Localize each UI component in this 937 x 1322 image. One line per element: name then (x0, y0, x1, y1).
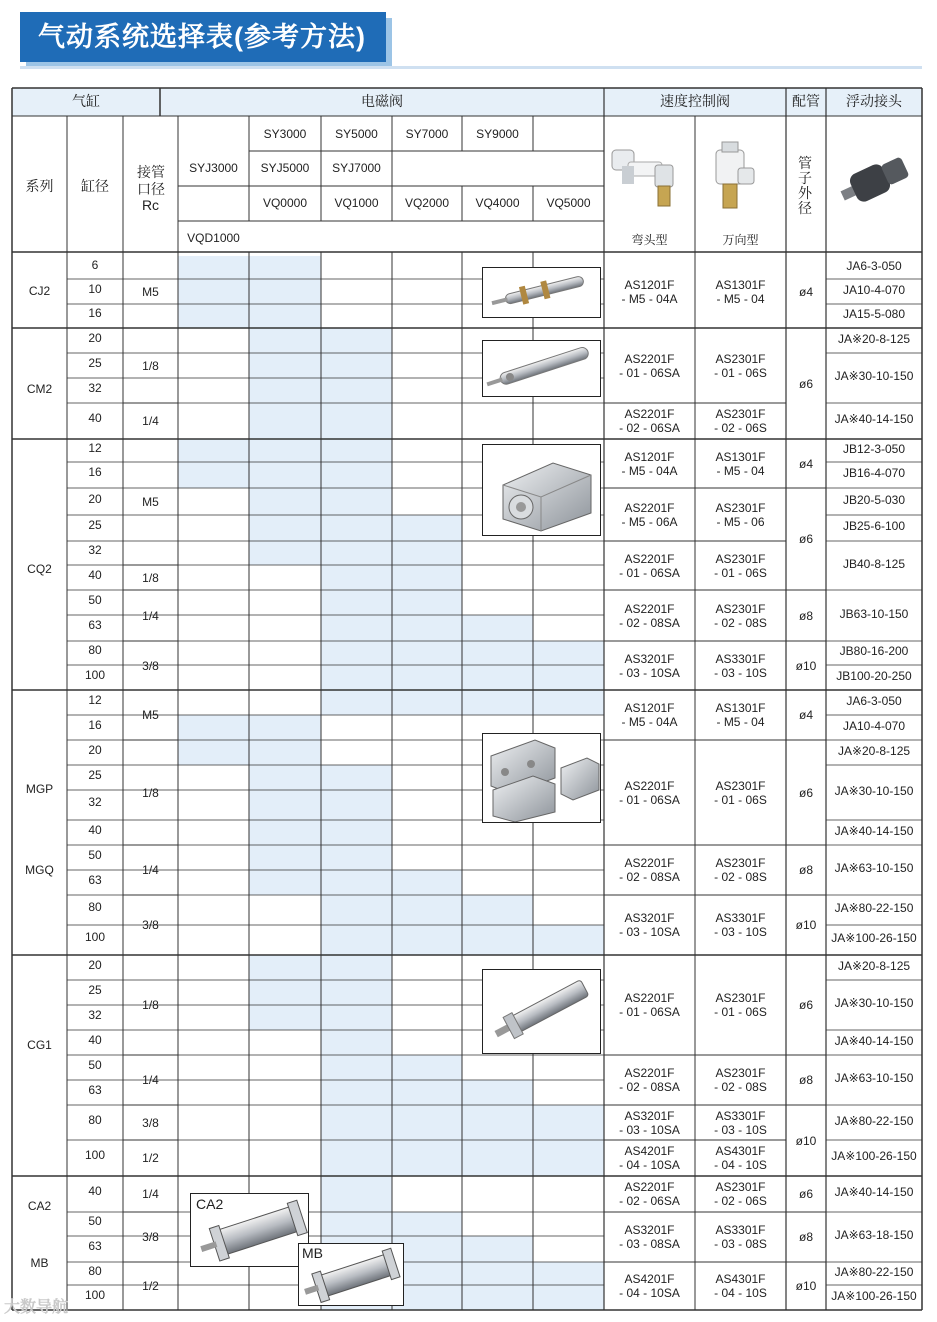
speed-elbow-code: - 02 - 06SA (619, 421, 680, 435)
joint-model: JA※63-18-150 (834, 1228, 914, 1242)
tube-od: ø6 (798, 998, 813, 1012)
tube-od: ø6 (798, 532, 813, 546)
valve-SYJ5000: SYJ5000 (260, 161, 310, 175)
bore-12: 12 (88, 692, 102, 707)
bore-32: 32 (88, 380, 102, 395)
port-size: 1/4 (142, 414, 159, 428)
speed-universal-model: AS2301F (715, 500, 766, 515)
bore-40: 40 (88, 1184, 102, 1198)
cj2-cylinder-image (482, 267, 601, 318)
joint-model: JA※40-14-150 (834, 412, 914, 426)
joint-model: JB100-20-250 (836, 668, 912, 683)
header-elbow: 弯头型 (631, 233, 668, 247)
speed-universal-model: AS1301F (715, 701, 766, 715)
cm2-cylinder-image (482, 340, 601, 397)
cq2-cylinder-image (482, 444, 601, 536)
speed-elbow-model: AS1201F (624, 278, 675, 292)
speed-elbow-model: AS2201F (624, 1180, 675, 1194)
speed-universal-model: AS2301F (715, 351, 766, 366)
speed-elbow-code: - M5 - 06A (621, 514, 678, 529)
valve-VQD1000: VQD1000 (187, 231, 240, 245)
joint-model: JA※80-22-150 (834, 1264, 914, 1279)
speed-universal-model: AS3301F (715, 1108, 766, 1123)
joint-model: JA※63-10-150 (834, 1071, 914, 1085)
speed-elbow-code: - 02 - 06SA (619, 1194, 680, 1208)
speed-universal-code: - 02 - 06S (714, 1194, 767, 1208)
joint-model: JA※80-22-150 (834, 901, 914, 915)
speed-universal-model: AS2301F (715, 1066, 766, 1080)
speed-elbow-model: AS4201F (624, 1144, 675, 1158)
header-series: 系列 (25, 178, 54, 194)
bore-20: 20 (88, 491, 102, 506)
bore-10: 10 (88, 281, 102, 296)
header-bore: 缸径 (81, 178, 109, 194)
series-MGQ: MGQ (25, 863, 54, 877)
joint-model: JB63-10-150 (839, 606, 909, 621)
speed-elbow-model: AS3201F (624, 1108, 675, 1123)
bore-40: 40 (88, 1032, 102, 1047)
speed-universal-code: - 04 - 10S (714, 1286, 767, 1300)
bore-100: 100 (84, 1287, 106, 1302)
valve-VQ0000: VQ0000 (262, 196, 308, 210)
bore-25: 25 (88, 518, 102, 532)
bore-32: 32 (88, 795, 102, 809)
joint-model: JA※40-14-150 (834, 1033, 914, 1048)
bore-63: 63 (88, 1082, 102, 1097)
speed-universal-code: - 03 - 10S (714, 925, 767, 939)
bore-40: 40 (88, 567, 102, 582)
tube-od: ø6 (798, 376, 813, 391)
joint-model: JA※30-10-150 (834, 783, 914, 798)
header-tube-od: 管子外径 (798, 155, 812, 216)
speed-universal-model: AS2301F (715, 407, 766, 421)
speed-elbow-model: AS2201F (624, 407, 675, 421)
header-universal: 万向型 (722, 233, 759, 247)
speed-elbow-model: AS1201F (624, 449, 675, 464)
bore-50: 50 (88, 592, 102, 607)
tube-od: ø4 (798, 285, 813, 299)
joint-model: JA※63-10-150 (834, 861, 914, 875)
speed-universal-model: AS1301F (715, 449, 766, 464)
speed-elbow-code: - 01 - 06SA (619, 792, 680, 807)
speed-elbow-model: AS2201F (624, 1066, 675, 1080)
speed-universal-code: - 03 - 10S (714, 1122, 767, 1137)
speed-elbow-code: - 03 - 10SA (619, 1122, 680, 1137)
port-size: 1/2 (142, 1279, 159, 1293)
series-CJ2: CJ2 (28, 284, 51, 298)
joint-model: JA6-3-050 (846, 693, 902, 708)
tube-od: ø8 (798, 1073, 813, 1087)
bore-63: 63 (88, 618, 102, 632)
joint-model: JB25-6-100 (842, 519, 906, 533)
port-size: 1/8 (142, 358, 159, 373)
ca2-image-label: CA2 (196, 1196, 224, 1212)
port-size: 1/2 (142, 1151, 159, 1165)
joint-model: JA※40-14-150 (834, 1185, 914, 1199)
bore-80: 80 (88, 900, 102, 914)
tube-od: ø10 (795, 1133, 817, 1148)
bore-80: 80 (88, 1112, 102, 1127)
speed-universal-code: - 01 - 06S (714, 792, 767, 807)
tube-od: ø10 (795, 918, 817, 932)
speed-universal-model: AS2301F (715, 551, 766, 566)
valve-SY3000: SY3000 (263, 127, 307, 141)
joint-model: JA※80-22-150 (834, 1113, 914, 1128)
series-CQ2: CQ2 (27, 562, 52, 576)
speed-universal-model: AS3301F (715, 911, 766, 925)
speed-elbow-code: - 01 - 06SA (619, 365, 680, 380)
valve-SYJ3000: SYJ3000 (189, 161, 238, 175)
joint-model: JA※100-26-150 (831, 1288, 917, 1303)
joint-model: JB80-16-200 (839, 644, 909, 658)
speed-universal-model: AS2301F (715, 601, 766, 616)
tube-od: ø4 (798, 456, 813, 471)
tube-od: ø4 (798, 708, 813, 722)
bore-16: 16 (88, 306, 102, 320)
speed-elbow-code: - 02 - 08SA (619, 870, 680, 884)
valve-VQ2000: VQ2000 (404, 196, 450, 210)
port-size: 1/4 (142, 863, 159, 877)
bore-20: 20 (88, 742, 102, 757)
speed-elbow-code: - 01 - 06SA (619, 565, 680, 580)
speed-universal-code: - 01 - 06S (714, 565, 767, 580)
bore-20: 20 (88, 330, 102, 345)
joint-model: JA10-4-070 (842, 282, 906, 297)
bore-12: 12 (88, 440, 102, 455)
speed-elbow-model: AS4201F (624, 1272, 675, 1286)
speed-universal-code: - 04 - 10S (714, 1158, 767, 1172)
bore-25: 25 (88, 355, 102, 370)
bore-50: 50 (88, 1057, 102, 1072)
bore-25: 25 (88, 982, 102, 997)
joint-model: JA10-4-070 (842, 718, 906, 733)
port-size: 1/4 (142, 1073, 159, 1087)
bore-50: 50 (88, 847, 102, 862)
speed-universal-model: AS4301F (715, 1272, 766, 1286)
speed-elbow-code: - 03 - 10SA (619, 665, 680, 680)
valve-VQ5000: VQ5000 (546, 196, 591, 210)
speed-universal-code: - 02 - 08S (714, 1080, 767, 1094)
speed-universal-code: - 02 - 06S (714, 421, 767, 435)
speed-elbow-code: - 02 - 08SA (619, 615, 680, 630)
joint-model: JA※100-26-150 (831, 1149, 917, 1163)
speed-elbow-code: - M5 - 04A (621, 715, 678, 729)
tube-od: ø8 (798, 608, 813, 623)
bore-100: 100 (84, 667, 106, 682)
header-port-rc: Rc (141, 197, 160, 213)
series-CM2: CM2 (26, 382, 53, 396)
tube-od: ø6 (798, 1187, 813, 1201)
bore-25: 25 (88, 767, 102, 782)
speed-universal-code: - M5 - 04 (716, 292, 765, 306)
valve-VQ4000: VQ4000 (475, 196, 520, 210)
valve-VQ1000: VQ1000 (334, 196, 379, 210)
bore-50: 50 (88, 1214, 102, 1228)
valve-SYJ7000: SYJ7000 (332, 161, 381, 175)
bore-40: 40 (88, 822, 102, 837)
valve-SY5000: SY5000 (335, 127, 378, 141)
bore-100: 100 (84, 930, 106, 944)
speed-elbow-model: AS3201F (624, 911, 675, 925)
speed-elbow-code: - 04 - 10SA (619, 1286, 680, 1300)
speed-elbow-model: AS2201F (624, 778, 675, 793)
series-CA2: CA2 (27, 1199, 52, 1213)
speed-universal-model: AS3301F (715, 651, 766, 666)
speed-universal-code: - 02 - 08S (714, 870, 767, 884)
bore-100: 100 (84, 1148, 106, 1162)
joint-model: JA※100-26-150 (831, 931, 917, 945)
header-joint: 浮动接头 (846, 93, 902, 109)
joint-model: JA※20-8-125 (837, 331, 911, 346)
header-tube: 配管 (792, 93, 820, 109)
bore-16: 16 (88, 465, 102, 479)
bore-16: 16 (88, 717, 102, 732)
speed-elbow-model: AS2201F (624, 351, 675, 366)
speed-elbow-model: AS3201F (624, 1223, 675, 1237)
speed-universal-code: - 03 - 10S (714, 665, 767, 680)
speed-elbow-code: - 04 - 10SA (619, 1158, 680, 1172)
speed-universal-model: AS2301F (715, 778, 766, 793)
speed-universal-code: - M5 - 04 (716, 463, 765, 478)
speed-elbow-code: - 03 - 08SA (619, 1237, 680, 1251)
joint-model: JB20-5-030 (842, 492, 906, 507)
speed-universal-code: - 01 - 06S (714, 1005, 767, 1019)
joint-model: JA※30-10-150 (834, 369, 914, 383)
speed-elbow-model: AS3201F (624, 651, 675, 666)
speed-elbow-model: AS2201F (624, 601, 675, 616)
joint-model: JB40-8-125 (842, 556, 906, 571)
port-size: 1/8 (142, 998, 159, 1012)
speed-elbow-code: - 03 - 10SA (619, 925, 680, 939)
joint-model: JA※40-14-150 (834, 823, 914, 838)
bore-63: 63 (88, 872, 102, 887)
speed-universal-model: AS4301F (715, 1144, 766, 1158)
joint-model: JA6-3-050 (846, 258, 902, 273)
speed-elbow-code: - M5 - 04A (621, 292, 678, 306)
speed-universal-code: - M5 - 04 (716, 715, 765, 729)
bore-32: 32 (88, 543, 102, 557)
speed-universal-model: AS2301F (715, 856, 766, 870)
speed-elbow-code: - 01 - 06SA (619, 1005, 680, 1019)
bore-80: 80 (88, 1263, 102, 1278)
speed-elbow-model: AS2201F (624, 991, 675, 1005)
bore-40: 40 (88, 411, 102, 425)
joint-model: JA※20-8-125 (837, 958, 911, 973)
tube-od: ø8 (798, 863, 813, 877)
speed-elbow-code: - 02 - 08SA (619, 1080, 680, 1094)
cg1-cylinder-image (482, 969, 601, 1054)
valve-SY7000: SY7000 (405, 127, 449, 141)
port-size: M5 (142, 285, 159, 299)
joint-model: JB12-3-050 (842, 441, 906, 456)
bore-80: 80 (88, 643, 102, 657)
mgp-mgq-guided-cylinder-image (482, 733, 601, 823)
speed-universal-code: - M5 - 06 (716, 514, 765, 529)
valve-SY9000: SY9000 (476, 127, 519, 141)
tube-od: ø6 (798, 785, 813, 800)
series-CG1: CG1 (27, 1038, 52, 1052)
header-valve: 电磁阀 (361, 93, 403, 109)
port-size: M5 (142, 708, 159, 722)
speed-universal-model: AS2301F (715, 1180, 766, 1194)
port-size: 3/8 (142, 658, 159, 673)
series-MGP: MGP (25, 782, 54, 796)
speed-elbow-model: AS2201F (624, 500, 675, 515)
series-MB: MB (30, 1256, 49, 1270)
port-size: 3/8 (142, 1115, 159, 1130)
bore-6: 6 (91, 257, 99, 272)
speed-elbow-model: AS2201F (624, 856, 675, 870)
joint-model: JB16-4-070 (842, 466, 906, 480)
port-size: 3/8 (142, 1230, 159, 1244)
mb-image-label: MB (302, 1245, 323, 1261)
header-port: 接管口径 (137, 164, 165, 197)
speed-universal-model: AS3301F (715, 1223, 766, 1237)
header-cylinder: 气缸 (72, 93, 100, 109)
port-size: M5 (142, 495, 159, 509)
page-title: 气动系统选择表(参考方法) (20, 12, 386, 62)
port-size: 3/8 (142, 918, 159, 932)
header-speed: 速度控制阀 (660, 93, 730, 109)
port-size: 1/4 (142, 608, 159, 623)
speed-elbow-model: AS2201F (624, 551, 675, 566)
port-size: 1/4 (142, 1187, 159, 1201)
joint-model: JA※20-8-125 (837, 743, 911, 758)
speed-universal-code: - 03 - 08S (714, 1237, 767, 1251)
joint-model: JA※30-10-150 (834, 996, 914, 1010)
speed-elbow-code: - M5 - 04A (621, 463, 678, 478)
watermark: 大数导航 (4, 1299, 69, 1316)
speed-elbow-model: AS1201F (624, 701, 675, 715)
tube-od: ø10 (795, 658, 817, 673)
speed-universal-code: - 02 - 08S (714, 615, 767, 630)
bore-32: 32 (88, 1007, 102, 1022)
port-size: 1/8 (142, 570, 159, 585)
speed-universal-code: - 01 - 06S (714, 365, 767, 380)
bore-63: 63 (88, 1239, 102, 1253)
speed-universal-model: AS1301F (715, 278, 766, 292)
port-size: 1/8 (142, 785, 159, 800)
bore-20: 20 (88, 957, 102, 972)
tube-od: ø8 (798, 1230, 813, 1244)
speed-universal-model: AS2301F (715, 991, 766, 1005)
joint-model: JA15-5-080 (842, 307, 906, 321)
tube-od: ø10 (795, 1279, 817, 1293)
